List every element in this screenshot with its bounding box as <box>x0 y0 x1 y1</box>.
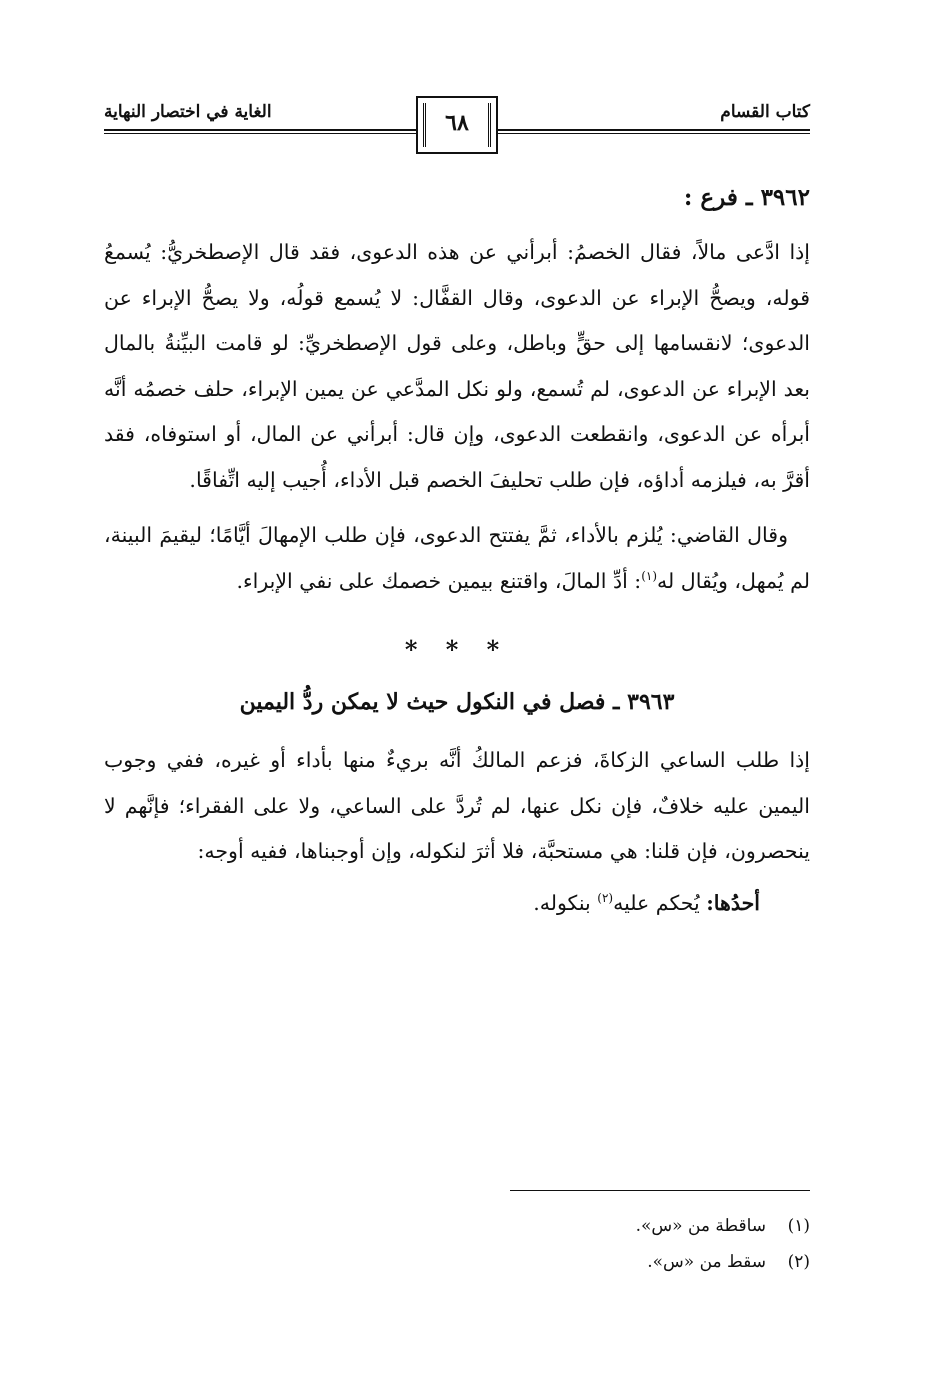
item-lead: أحدُها: <box>706 890 760 915</box>
footnote-2 <box>104 1244 810 1280</box>
page-number: ٦٨ <box>445 110 469 136</box>
section-item-1 <box>104 881 810 927</box>
branch-paragraph-2 <box>104 513 810 604</box>
footnote-ref-1: (١) <box>641 568 658 583</box>
page-body <box>104 178 810 926</box>
section-separator: * * * <box>404 635 510 664</box>
footnote-number: (١) <box>787 1216 810 1236</box>
footnote-number: (٢) <box>787 1252 810 1272</box>
running-header <box>104 100 810 150</box>
chapter-title: كتاب القسام <box>720 102 810 122</box>
paragraph-text: : أدِّ المالَ، واقتنع بيمين خصمك على نفي الإبراء. <box>236 568 642 593</box>
book-title: الغاية في اختصار النهاية <box>104 102 272 122</box>
section-paragraph-1: إذا طلب الساعي الزكاةَ، فزعم المالكُ أنَّه بريءٌ منها بأداء أو غيره، ففي وجوب اليمين عليه خلافٌ، فإن نكل عنها، لم تُردَّ على الساعي، ولا على الفقراء؛ فإنَّهم لا ينحصرون، فإن قلنا: هي مستحبَّة، فلا أثرَ لنكوله، وإن أوجبناها، ففيه أوجه: <box>104 748 810 863</box>
footnotes <box>104 1208 810 1280</box>
page-number-frame <box>416 96 498 154</box>
footnote-text: ساقطة من «س». <box>635 1216 766 1236</box>
footnote-ref-2: (٢) <box>597 890 614 905</box>
footnote-1 <box>104 1208 810 1244</box>
footnote-text: سقط من «س». <box>647 1252 766 1272</box>
item-text: يُحكم عليه <box>613 890 707 915</box>
item-text: بنكوله. <box>533 890 598 915</box>
branch-heading: ٣٩٦٢ ـ فرع : <box>683 184 810 211</box>
section-title: ٣٩٦٣ ـ فصل في النكول حيث لا يمكن ردُّ اليمين <box>239 689 675 715</box>
footnote-rule <box>510 1190 810 1191</box>
branch-paragraph-1: إذا ادَّعى مالاً، فقال الخصمُ: أبرأني عن هذه الدعوى، فقد قال الإصطخريُّ: يُسمعُ قوله، ويصحُّ الإبراء عن الدعوى، وقال القفَّال: لا يُسمع قولُه، ولا يصحُّ الإبراء عن الدعوى؛ لانقسامها إلى حقٍّ وباطل، وعلى قول الإصطخريِّ: لو قامت البيِّنةُ بالمال بعد الإبراء عن الدعوى، لم تُسمع، ولو نكل المدَّعي عن يمين الإبراء، حلف خصمُه أنَّه أبرأه عن الدعوى، وانقطعت الدعوى، وإن قال: أبرأني عن المال، أو استوفاه، فقد أقرَّ به، فيلزمه أداؤه، فإن طلب تحليفَ الخصم قبل الأداء، أُجيب إليه اتِّفاقًا. <box>104 240 810 492</box>
paragraph-text: وقال القاضي: يُلزم بالأداء، ثمَّ يفتتح الدعوى، فإن طلب الإمهالَ أيَّامًا؛ ليقيمَ البينة، لم يُمهل، ويُقال له <box>104 523 810 593</box>
